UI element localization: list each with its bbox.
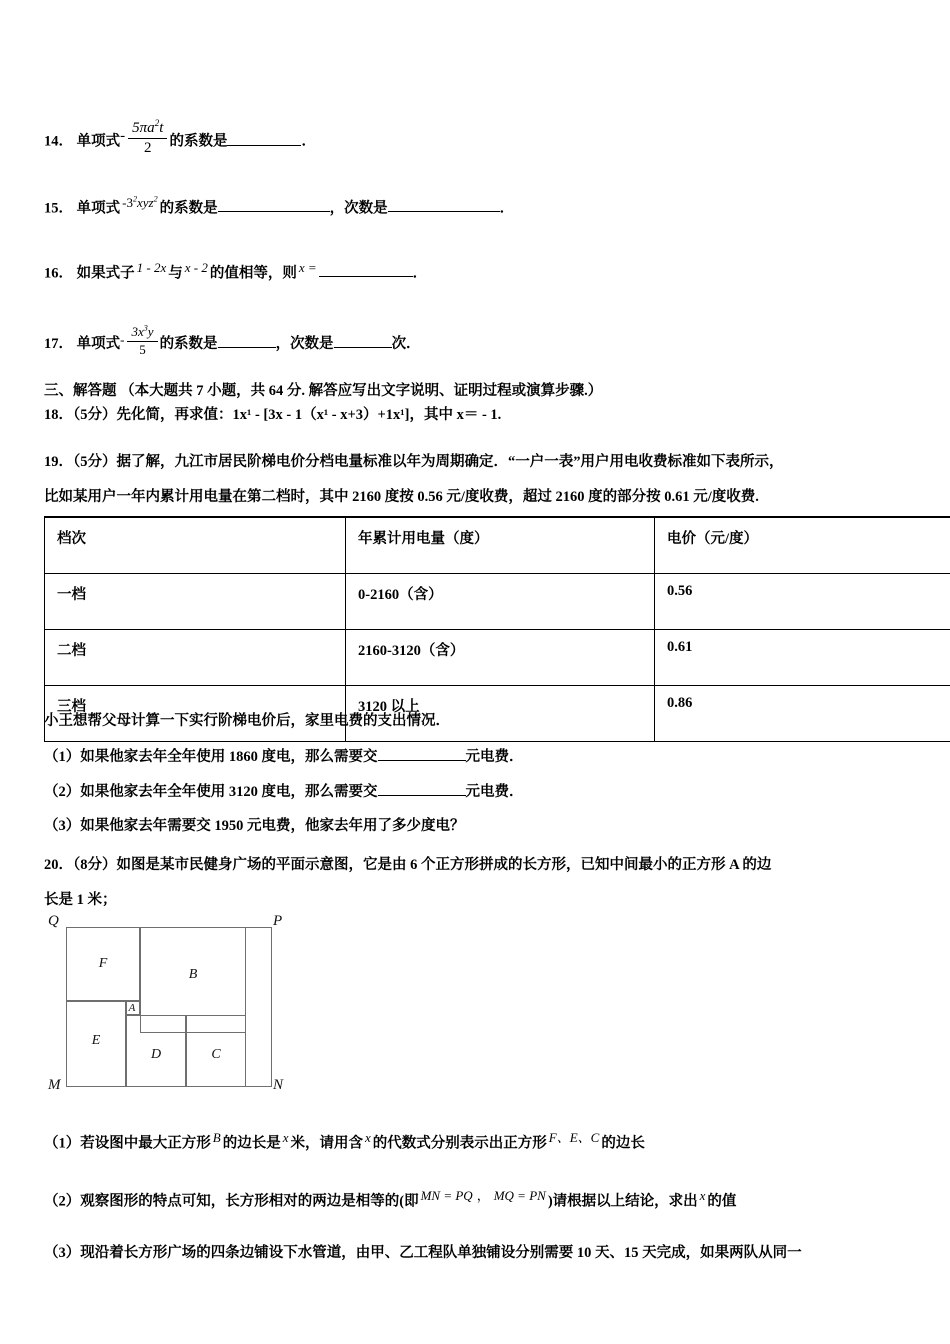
q20-sub2-equation-1: MN = PQ [420,1188,473,1203]
q15-z-exponent: 2 [153,194,158,204]
q18-expression: 1x¹ - [3x - 1（x¹ - x+3）+1x¹]， [232,407,424,423]
q17-x-exponent: 3 [143,323,148,333]
q18-number: 18． [44,407,73,423]
q19-number: 19． [44,454,73,470]
q18-condition: 其中 x＝ - 1. [423,407,502,423]
q17-unit: 次． [391,336,421,353]
q20-line1: 如图是某市民健身广场的平面示意图，它是由 6 个正方形拼成的长方形，已知中间最小的正方形 A 的边 [116,857,772,873]
q14-t: t [159,120,164,136]
figure-label-P: P [273,913,283,929]
q20-sub-1 [44,1128,645,1155]
q15-coefficient-blank[interactable] [218,198,330,213]
q20-number: 20． [44,857,73,873]
q16-lead: 如果式子 [76,265,135,282]
q17-three: 3 [131,324,138,339]
q14-period: ． [301,133,316,150]
q16-period: ． [412,265,428,282]
plaza-figure [40,905,340,1105]
q20-sub2-equation-2: MQ = PN [493,1188,546,1203]
question-14 [44,120,316,158]
q20-sub2-a: （2）观察图形的特点可知，长方形相对的两边是相等的(即 [44,1193,419,1210]
q17-fraction [127,325,157,358]
q15-period: ． [499,200,515,217]
q20-sub1-symbol-x-2: x [364,1130,371,1145]
q20-sub1-a: （1）若设图中最大正方形 [44,1135,211,1152]
q17-y: y [147,324,154,339]
table-header-row [45,517,950,574]
table-header-tier: 档次 [45,517,346,574]
question-19-line-1 [44,452,784,474]
table-header-usage: 年累计用电量（度） [346,517,655,574]
q20-sub2-b: )请根据以上结论，求出 [547,1193,698,1210]
q20-sub-2 [44,1186,736,1213]
q15-tail: 次数是 [344,200,388,217]
q17-comma: ， [275,336,291,353]
q20-sub2-comma: ， [476,1188,490,1203]
figure-square-label-E: E [91,1033,101,1048]
question-17 [44,325,421,358]
q14-a-exponent: 2 [154,119,160,129]
q19-intro: 小王想帮父母计算一下实行阶梯电价后，家里电费的支出情况． [44,713,450,729]
q15-minus: - [122,195,127,210]
q19-line1: 据了解，九江市居民阶梯电价分档电量标准以年为周期确定．“一户一表”用户用电收费标准如下表所示， [116,454,784,470]
q19-sub1-text-a: （1）如果他家去年全年使用 1860 度电，那么需要交 [44,748,378,765]
q14-num-5: 5 [132,120,140,136]
q20-sub-3: （3）现沿着长方形广场的四条边铺设下水管道，由甲、乙工程队单独铺设分别需要 10 天、15 天完成，如果两队从同一 [44,1245,802,1261]
q14-a: a [147,120,155,136]
table-header-price: 电价（元/度） [655,517,950,574]
q15-number: 15． [44,200,73,217]
q17-lead: 单项式 [76,336,121,353]
question-20-line-1 [44,855,771,877]
table-cell-tier: 一档 [45,574,346,630]
table-cell-price: 0.56 [655,574,950,630]
q20-points: （8分） [73,857,117,873]
q15-three: 3 [126,195,133,210]
q14-denominator: 2 [144,140,152,157]
q17-mid: 的系数是 [159,336,218,353]
q16-expression-1: 1 - 2x [136,260,167,275]
q17-x: x [137,324,144,339]
q16-answer-blank[interactable] [319,263,413,278]
q15-comma: ， [329,200,345,217]
figure-square-label-C: C [211,1047,221,1062]
q17-number: 17． [44,336,73,353]
q14-tail: 的系数是 [169,133,228,150]
q18-text-before: 先化简，再求值： [116,407,233,423]
q16-mid: 的值相等，则 [209,265,297,282]
q20-sub1-symbol-B: B [212,1130,221,1145]
figure-square-label-F: F [98,956,108,971]
section-3-heading: 三、解答题 （本大题共 7 小题，共 64 分. 解答应写出文字说明、证明过程或演算步骤.） [44,383,603,399]
q15-mid: 的系数是 [159,200,218,217]
q15-degree-blank[interactable] [388,198,500,213]
q20-sub1-b: 的边长是 [222,1135,281,1152]
q14-lead: 单项式 [76,133,121,150]
q14-fraction [128,120,167,158]
q19-sub-1 [44,746,524,769]
q14-number: 14． [44,133,73,150]
tariff-table [44,516,950,742]
q20-sub2-c: 的值 [707,1193,737,1210]
figure-square-label-D: D [150,1047,162,1062]
figure-label-M: M [48,1077,61,1093]
table-row [45,630,950,686]
table-cell-usage: 2160-3120（含） [346,630,655,686]
q15-xyz: xyz [137,195,154,210]
q19-points: （5分） [73,454,117,470]
q17-denominator: 5 [139,341,146,357]
table-cell-usage: 0-2160（含） [346,574,655,630]
q15-expression [122,193,158,213]
q17-tail: 次数是 [290,336,334,353]
q19-sub2-text-b: 元电费． [465,783,524,800]
q17-degree-blank[interactable] [334,333,392,348]
q14-pi: π [139,120,148,136]
q19-sub-2 [44,781,524,804]
q19-sub2-blank[interactable] [378,781,466,796]
q16-expression-2: x - 2 [184,260,208,275]
question-18 [44,405,501,427]
table-cell-tier: 三档 [45,686,346,742]
q19-sub1-blank[interactable] [378,746,466,761]
q19-sub1-text-b: 元电费． [465,748,524,765]
question-15 [44,193,514,220]
q20-sub1-symbol-list: F、E、C [548,1130,600,1145]
q15-lead: 单项式 [76,200,121,217]
q20-sub1-c: 米，请用含 [290,1135,363,1152]
q15-three-exponent: 2 [132,194,137,204]
q19-sub2-text-a: （2）如果他家去年全年使用 3120 度电，那么需要交 [44,783,378,800]
figure-label-Q: Q [48,913,59,929]
table-cell-price: 0.86 [655,686,950,742]
question-20-line-2: 长是 1 米； [44,892,117,908]
figure-square-label-B: B [188,967,198,982]
q16-number: 16． [44,265,73,282]
question-16 [44,258,427,285]
table-row [45,574,950,630]
q17-coefficient-blank[interactable] [218,333,276,348]
q14-answer-blank[interactable] [227,131,301,146]
figure-square-label-A: A [128,1002,136,1014]
q20-sub1-symbol-x-1: x [282,1130,289,1145]
table-cell-usage: 3120 以上 [346,686,655,742]
table-cell-price: 0.61 [655,630,950,686]
q20-sub2-symbol-x: x [699,1188,706,1203]
q18-points: （5分） [73,407,117,423]
q20-sub1-e: 的边长 [601,1135,645,1152]
figure-label-N: N [273,1077,284,1093]
q20-sub1-d: 的代数式分别表示出正方形 [372,1135,547,1152]
question-19-line-2: 比如某用户一年内累计用电量在第二档时，其中 2160 度按 0.56 元/度收费，超过 2160 度的部分按 0.61 元/度收费. [44,489,759,505]
q19-sub-3: （3）如果他家去年需要交 1950 元电费，他家去年用了多少度电？ [44,818,465,834]
q17-minus: - [120,331,125,347]
q16-connector: 与 [168,265,183,282]
q14-minus: - [120,128,126,145]
q16-expression-3: x = [298,260,317,275]
table-cell-tier: 二档 [45,630,346,686]
